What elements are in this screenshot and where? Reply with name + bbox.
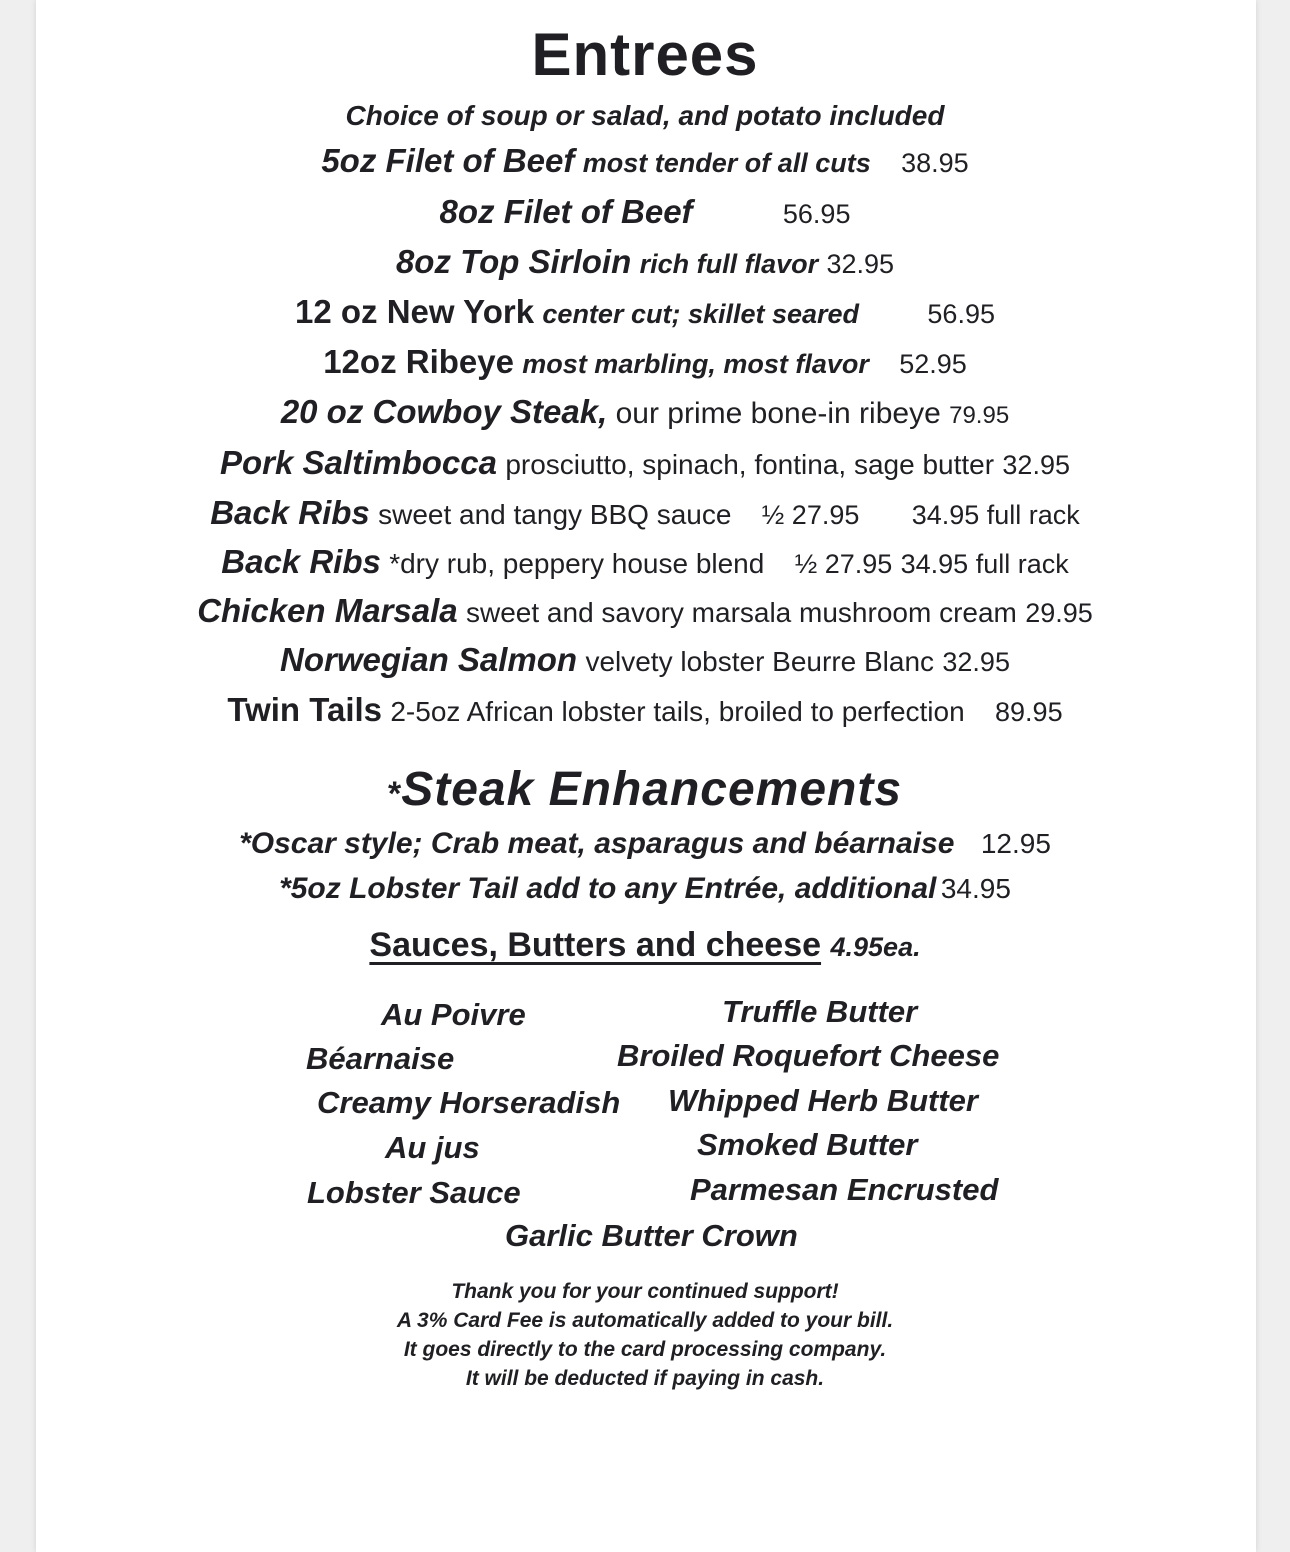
entree-name: Back Ribs [210, 494, 370, 531]
sauce-item: Garlic Butter Crown [505, 1218, 798, 1253]
sauce-item: Lobster Sauce [307, 1175, 521, 1210]
entree-desc: *dry rub, peppery house blend [389, 548, 765, 579]
footer-line: Thank you for your continued support! [451, 1280, 839, 1303]
enhancement-price: 12.95 [980, 828, 1051, 859]
sauces-heading [0, 926, 1290, 965]
entree-name: Back Ribs [221, 543, 381, 580]
sauce-item: Au jus [385, 1130, 480, 1165]
page-subtitle: Choice of soup or salad, and potato included [345, 100, 945, 131]
footer-line: A 3% Card Fee is automatically added to your bill. [396, 1309, 894, 1332]
sauces-title: Sauces, Butters and cheese [369, 926, 822, 964]
entree-item [0, 592, 1290, 630]
entree-price-half: ½ 27.95 [761, 500, 860, 530]
enhancement-item [0, 872, 1290, 906]
entree-name: Chicken Marsala [197, 592, 458, 629]
entree-item [0, 142, 1290, 180]
footer-line: It will be deducted if paying in cash. [465, 1367, 825, 1390]
enhancement-item [0, 827, 1290, 861]
enhancements-heading [0, 762, 1290, 817]
entree-item [0, 641, 1290, 679]
entree-item [0, 444, 1290, 482]
entree-price: 89.95 [995, 697, 1063, 727]
entree-price-half: ½ 27.95 [794, 549, 893, 579]
sauce-item: Creamy Horseradish [317, 1085, 621, 1120]
entree-price: 32.95 [1002, 450, 1070, 480]
entree-desc: our prime bone-in ribeye [615, 397, 941, 430]
entree-item [0, 691, 1290, 729]
page-title: Entrees [531, 21, 759, 88]
entree-name: Norwegian Salmon [280, 641, 578, 678]
sauce-item: Béarnaise [306, 1041, 455, 1076]
entree-price: 56.95 [782, 199, 851, 229]
entree-desc: 2-5oz African lobster tails, broiled to perfection [390, 696, 965, 727]
sauces-price: 4.95ea. [830, 932, 921, 962]
entree-price: 38.95 [901, 148, 969, 178]
entree-price: 29.95 [1025, 598, 1093, 628]
entree-desc: rich full flavor [639, 249, 819, 279]
entree-desc: sweet and savory marsala mushroom cream [466, 597, 1017, 628]
entree-item [0, 193, 1290, 231]
asterisk: * [387, 775, 402, 813]
entree-desc: prosciutto, spinach, fontina, sage butter [505, 449, 995, 480]
enhancement-text: *Oscar style; Crab meat, asparagus and béarnaise [239, 827, 955, 860]
enhancement-text: *5oz Lobster Tail add to any Entrée, additional [279, 872, 937, 905]
sauce-item: Smoked Butter [697, 1127, 918, 1162]
entree-name: 8oz Filet of Beef [439, 193, 693, 230]
sauce-item: Broiled Roquefort Cheese [617, 1038, 1000, 1073]
entree-name: 8oz Top Sirloin [395, 243, 632, 280]
entree-price: 32.95 [942, 647, 1010, 677]
entree-item [0, 393, 1290, 431]
entree-name: 5oz Filet of Beef [321, 142, 575, 179]
entree-price-full: 34.95 full rack [911, 500, 1080, 530]
entree-price: 56.95 [927, 299, 995, 329]
entree-item [0, 543, 1290, 581]
entree-name: 12oz Ribeye [323, 343, 514, 380]
entree-desc: center cut; skillet seared [542, 299, 860, 329]
entree-name: 20 oz Cowboy Steak, [280, 393, 608, 430]
entree-desc: sweet and tangy BBQ sauce [378, 499, 732, 530]
entree-item [0, 494, 1290, 532]
entree-item [0, 343, 1290, 381]
entree-price: 79.95 [949, 402, 1010, 429]
sauce-item: Truffle Butter [722, 994, 918, 1029]
entree-desc: most tender of all cuts [582, 148, 871, 178]
sauce-item: Au Poivre [381, 997, 526, 1032]
entree-price-full: 34.95 full rack [900, 549, 1069, 579]
entree-price: 32.95 [826, 249, 895, 279]
entree-item [0, 293, 1290, 331]
entree-desc: most marbling, most flavor [522, 349, 869, 379]
sauce-item: Whipped Herb Butter [668, 1083, 978, 1118]
entree-name: 12 oz New York [295, 293, 535, 330]
entree-name: Twin Tails [227, 691, 383, 728]
entree-price: 52.95 [899, 349, 967, 379]
enhancement-price: 34.95 [940, 873, 1011, 904]
enhancements-title: Steak Enhancements [401, 763, 903, 816]
sauce-item: Parmesan Encrusted [690, 1172, 999, 1207]
entree-name: Pork Saltimbocca [220, 444, 497, 481]
footer-line: It goes directly to the card processing company. [403, 1338, 887, 1361]
entree-desc: velvety lobster Beurre Blanc [585, 646, 935, 677]
entree-item [0, 243, 1290, 281]
